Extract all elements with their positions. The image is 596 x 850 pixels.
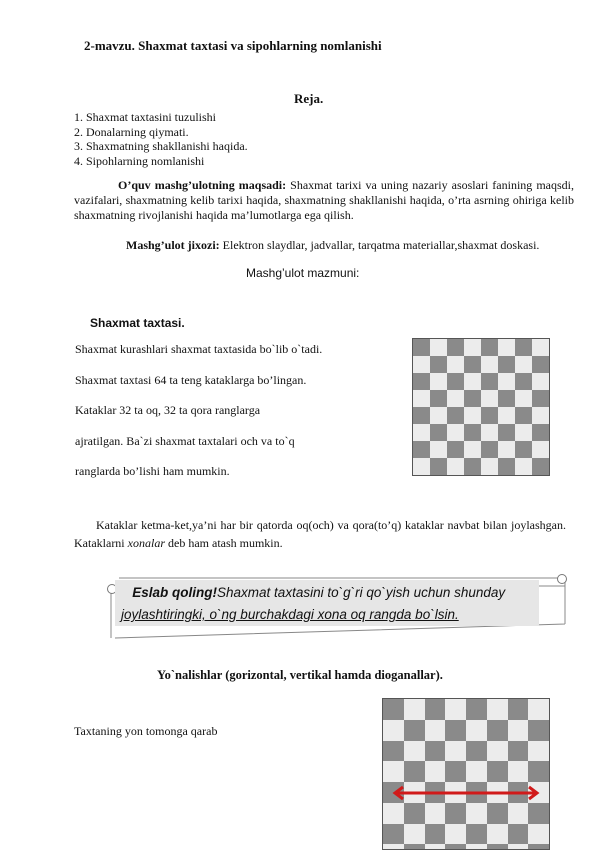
equipment-paragraph — [74, 238, 574, 253]
board-square — [413, 407, 430, 424]
board-square — [515, 373, 532, 390]
board-square — [532, 373, 549, 390]
board-square — [430, 407, 447, 424]
board-square — [498, 458, 515, 475]
squares-term: xonalar — [127, 536, 165, 550]
board-square — [464, 339, 481, 356]
board-square — [481, 356, 498, 373]
body-line: Shaxmat taxtasi 64 ta teng kataklarga bo’lingan. — [75, 372, 307, 387]
board-square — [515, 339, 532, 356]
board-square — [498, 356, 515, 373]
board-square — [481, 424, 498, 441]
board-square — [515, 390, 532, 407]
board-square — [515, 356, 532, 373]
equipment-label: Mashg’ulot jixozi: — [126, 238, 220, 252]
goal-paragraph — [74, 178, 574, 223]
board-square — [464, 373, 481, 390]
board-square — [413, 339, 430, 356]
board-square — [481, 458, 498, 475]
board-square — [464, 390, 481, 407]
board-square — [464, 356, 481, 373]
board-square — [447, 390, 464, 407]
squares-paragraph — [74, 516, 566, 552]
body-line: Shaxmat kurashlari shaxmat taxtasida bo`lib o`tadi. — [75, 342, 323, 356]
board-square — [447, 407, 464, 424]
squares-text-end: deb ham atash mumkin. — [165, 536, 283, 550]
directions-heading: Yo`nalishlar (gorizontal, vertikal hamda dioganallar). — [157, 668, 443, 682]
content-heading: Mashg’ulot mazmuni: — [246, 266, 360, 280]
plan-item: 4. Sipohlarning nomlanishi — [74, 153, 205, 168]
board-square — [413, 424, 430, 441]
directions-text: Taxtaning yon tomonga qarab — [74, 724, 218, 738]
section-title: Shaxmat taxtasi. — [90, 316, 185, 330]
board-square — [515, 458, 532, 475]
board-square — [430, 373, 447, 390]
board-square — [532, 458, 549, 475]
goal-label: O’quv mashg’ulotning maqsadi: — [118, 178, 287, 192]
plan-list — [74, 110, 248, 168]
plan-heading: Reja. — [294, 91, 324, 106]
page-title: 2-mavzu. Shaxmat taxtasi va sipohlarning nomlanishi — [84, 38, 382, 53]
board-square — [515, 407, 532, 424]
note-line: joylashtiringki, o`ng burchakdagi xona oq rangda bo`lsin. — [121, 607, 459, 622]
board-square — [532, 424, 549, 441]
body-line: Kataklar 32 ta oq, 32 ta qora ranglarga — [75, 403, 261, 417]
board-square — [532, 441, 549, 458]
board-square — [498, 441, 515, 458]
board-square — [430, 390, 447, 407]
body-line: ranglarda bo’lishi ham mumkin. — [75, 464, 230, 478]
chessboard-direction-image — [382, 698, 550, 850]
board-square — [430, 356, 447, 373]
equipment-text: Elektron slaydlar, jadvallar, tarqatma materiallar,shaxmat doskasi. — [219, 238, 540, 252]
squares-text: Kataklar ketma-ket,ya’ni har bir qatorda oq(och) va qora(to’q) kataklar navbat bilan joylashgan. Kataklarni — [74, 518, 566, 550]
board-square — [447, 458, 464, 475]
board-square — [464, 407, 481, 424]
board-square — [447, 373, 464, 390]
board-square — [447, 339, 464, 356]
board-square — [447, 424, 464, 441]
board-square — [430, 424, 447, 441]
board-square — [498, 407, 515, 424]
board-square — [481, 441, 498, 458]
board-square — [498, 424, 515, 441]
plan-item: 1. Shaxmat taxtasini tuzulishi — [74, 110, 216, 124]
board-square — [413, 356, 430, 373]
note-text — [121, 582, 533, 626]
board-square — [464, 441, 481, 458]
plan-item: 2. Donalarning qiymati. — [74, 124, 189, 139]
board-square — [464, 424, 481, 441]
board-square — [532, 407, 549, 424]
board-square — [430, 441, 447, 458]
board-square — [498, 373, 515, 390]
board-square — [430, 339, 447, 356]
horizontal-arrow-icon — [383, 699, 549, 849]
board-square — [515, 424, 532, 441]
board-square — [413, 390, 430, 407]
plan-item: 3. Shaxmatning shakllanishi haqida. — [74, 139, 248, 154]
board-square — [481, 390, 498, 407]
board-square — [481, 339, 498, 356]
scroll-curl-icon — [557, 574, 567, 584]
board-square — [498, 390, 515, 407]
section-body — [75, 342, 322, 495]
board-square — [481, 373, 498, 390]
board-square — [447, 356, 464, 373]
board-square — [413, 458, 430, 475]
board-square — [515, 441, 532, 458]
chessboard-image — [412, 338, 550, 476]
board-square — [498, 339, 515, 356]
board-square — [413, 373, 430, 390]
note-line: Shaxmat taxtasini to`g`ri qo`yish uchun shunday — [217, 585, 506, 600]
body-line: ajratilgan. Ba`zi shaxmat taxtalari och va to`q — [75, 433, 295, 448]
board-square — [532, 339, 549, 356]
note-callout — [105, 572, 569, 642]
board-square — [481, 407, 498, 424]
board-square — [532, 390, 549, 407]
board-square — [413, 441, 430, 458]
note-bold: Eslab qoling! — [132, 585, 218, 600]
board-square — [532, 356, 549, 373]
note-box — [115, 580, 539, 626]
board-square — [447, 441, 464, 458]
board-square — [430, 458, 447, 475]
goal-text: Shaxmat tarixi va uning nazariy asoslari fanining maqsdi, vazifalari, shaxmatning kelib tarixi haqida, shaxmatning shakllanishi haqida, o’rta asrning ohiriga kelib shaxmatning rivojlanishi haqida ma’lumotlarga ega qilish. — [74, 178, 574, 222]
board-square — [464, 458, 481, 475]
